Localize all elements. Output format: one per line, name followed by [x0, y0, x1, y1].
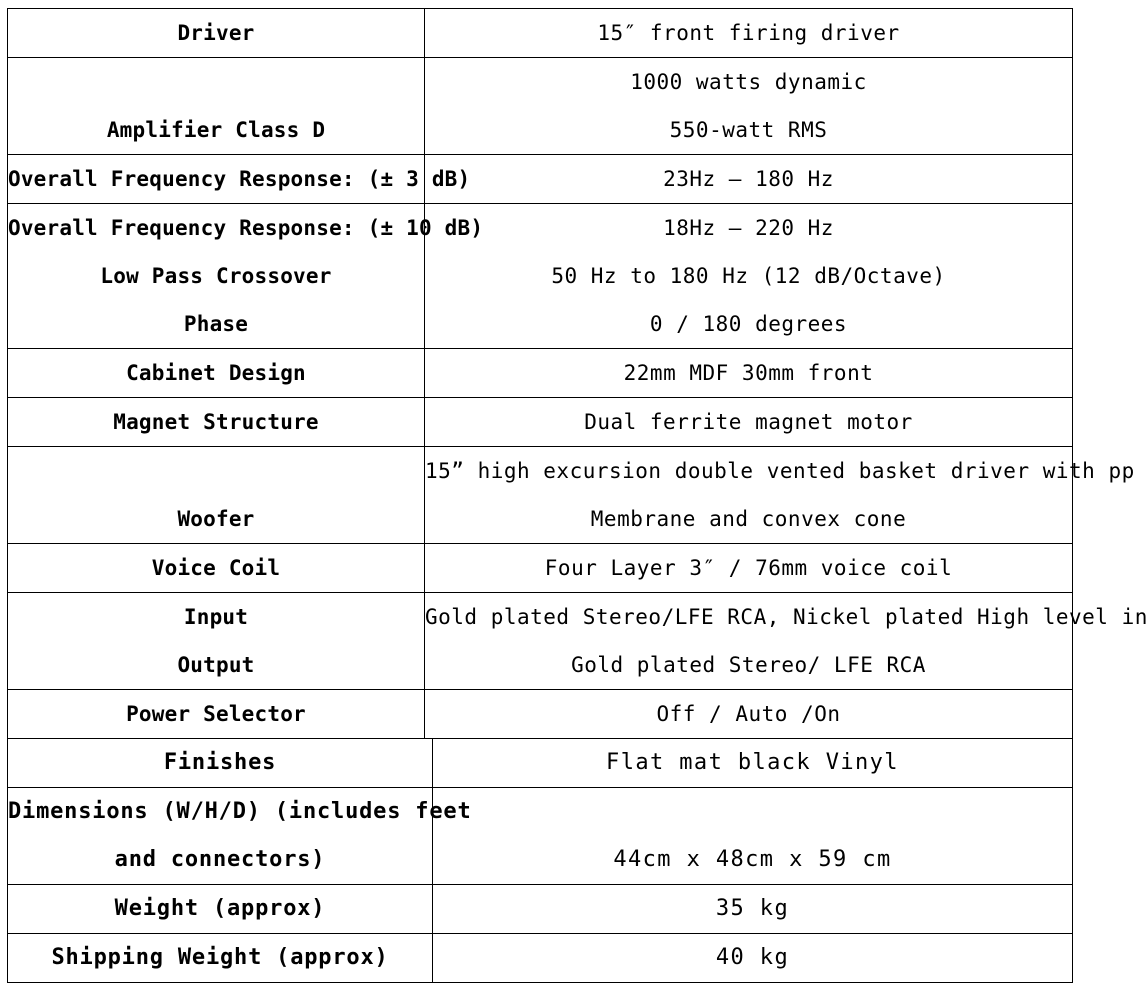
finish-value: 44cm x 48cm x 59 cm	[613, 847, 892, 872]
spec-value: 550-watt RMS	[669, 118, 828, 142]
spec-label: Woofer	[177, 507, 255, 531]
spec-label: Magnet Structure	[113, 410, 319, 434]
spec-row-magnet	[8, 398, 1073, 447]
spec-value-cell	[425, 544, 1073, 593]
spec-row-cabinet	[8, 349, 1073, 398]
spec-value-cell	[425, 398, 1073, 447]
finish-label-cell	[8, 788, 472, 885]
finish-row-dimensions	[8, 788, 1073, 885]
spec-row-power-selector	[8, 690, 1073, 739]
finish-label-cell	[8, 885, 433, 934]
spec-label: Cabinet Design	[126, 361, 306, 385]
finish-row-finishes	[8, 739, 1073, 788]
spec-value: Off / Auto /On	[656, 702, 841, 726]
spec-label: Overall Frequency Response: (± 3 dB)	[8, 167, 471, 191]
spec-label-cell	[8, 690, 425, 739]
spec-label: Driver	[177, 21, 255, 45]
spec-value-cell	[425, 9, 1073, 58]
spec-row-voice-coil	[8, 544, 1073, 593]
spec-label-cell	[8, 204, 484, 349]
spec-label: Voice Coil	[151, 556, 281, 580]
spec-row-woofer	[8, 447, 1073, 544]
spec-value: 1000 watts dynamic	[630, 70, 867, 94]
spec-label-cell	[8, 349, 425, 398]
spec-value: Gold plated Stereo/LFE RCA, Nickel plated High level in	[425, 605, 1148, 629]
spec-label-spacer	[8, 447, 424, 495]
spec-label: Power Selector	[126, 702, 306, 726]
spec-value-cell	[425, 58, 1073, 155]
spec-label-cell	[8, 9, 425, 58]
spec-value: 0 / 180 degrees	[649, 312, 848, 336]
spec-row-amplifier	[8, 58, 1073, 155]
spec-label: Output	[177, 653, 255, 677]
spec-table	[7, 8, 1148, 739]
finish-label: Shipping Weight (approx)	[51, 945, 389, 970]
spec-row-frequency-3db	[8, 155, 1073, 204]
spec-label-cell	[8, 544, 425, 593]
spec-value: 50 Hz to 180 Hz (12 dB/Octave)	[551, 264, 946, 288]
spec-label-cell	[8, 398, 425, 447]
finish-value: 40 kg	[715, 945, 790, 970]
finish-label-cell	[8, 934, 433, 983]
spec-value-cell	[425, 447, 1135, 544]
spec-value: Membrane and convex cone	[590, 507, 907, 531]
finish-row-weight	[8, 885, 1073, 934]
finish-label: Dimensions (W/H/D) (includes feet	[8, 799, 472, 824]
finish-value: Flat mat black Vinyl	[606, 750, 899, 775]
finish-value-cell	[433, 739, 1073, 788]
spec-label-spacer	[8, 58, 424, 106]
spec-label: Input	[183, 605, 249, 629]
finish-label: Finishes	[163, 750, 277, 775]
spec-value: 18Hz – 220 Hz	[663, 216, 834, 240]
spec-value-cell	[425, 690, 1073, 739]
spec-label: Amplifier Class D	[106, 118, 326, 142]
spec-value: 15″ front firing driver	[597, 21, 900, 45]
finish-value-cell	[433, 934, 1073, 983]
finish-value-cell	[433, 788, 1073, 885]
finish-label: Weight (approx)	[114, 896, 326, 921]
spec-value-cell	[425, 155, 1073, 204]
spec-label-cell	[8, 593, 425, 690]
spec-label: Phase	[183, 312, 249, 336]
spec-value: 15” high excursion double vented basket driver with pp	[425, 459, 1135, 483]
spec-value: Dual ferrite magnet motor	[584, 410, 913, 434]
finish-value-cell	[433, 885, 1073, 934]
spec-label: Overall Frequency Response: (± 10 dB)	[8, 216, 484, 240]
spec-value-cell	[425, 593, 1148, 690]
finish-value-spacer	[433, 788, 1072, 836]
spec-row-input-output	[8, 593, 1073, 690]
spec-label-cell	[8, 58, 425, 155]
spec-label: Low Pass Crossover	[100, 264, 332, 288]
finish-label-cell	[8, 739, 433, 788]
spec-label-cell	[8, 155, 471, 204]
spec-value: Gold plated Stereo/ LFE RCA	[571, 653, 926, 677]
finish-table	[7, 738, 1073, 983]
spec-value: 23Hz – 180 Hz	[663, 167, 834, 191]
spec-row-driver	[8, 9, 1073, 58]
spec-row-frequency-crossover-phase	[8, 204, 1073, 349]
spec-value: 22mm MDF 30mm front	[623, 361, 874, 385]
finish-value: 35 kg	[715, 896, 790, 921]
finish-row-shipping-weight	[8, 934, 1073, 983]
spec-label-cell	[8, 447, 425, 544]
spec-value: Four Layer 3″ / 76mm voice coil	[544, 556, 953, 580]
finish-label: and connectors)	[114, 847, 326, 872]
spec-value-cell	[425, 349, 1073, 398]
spec-value-cell	[425, 204, 1073, 349]
